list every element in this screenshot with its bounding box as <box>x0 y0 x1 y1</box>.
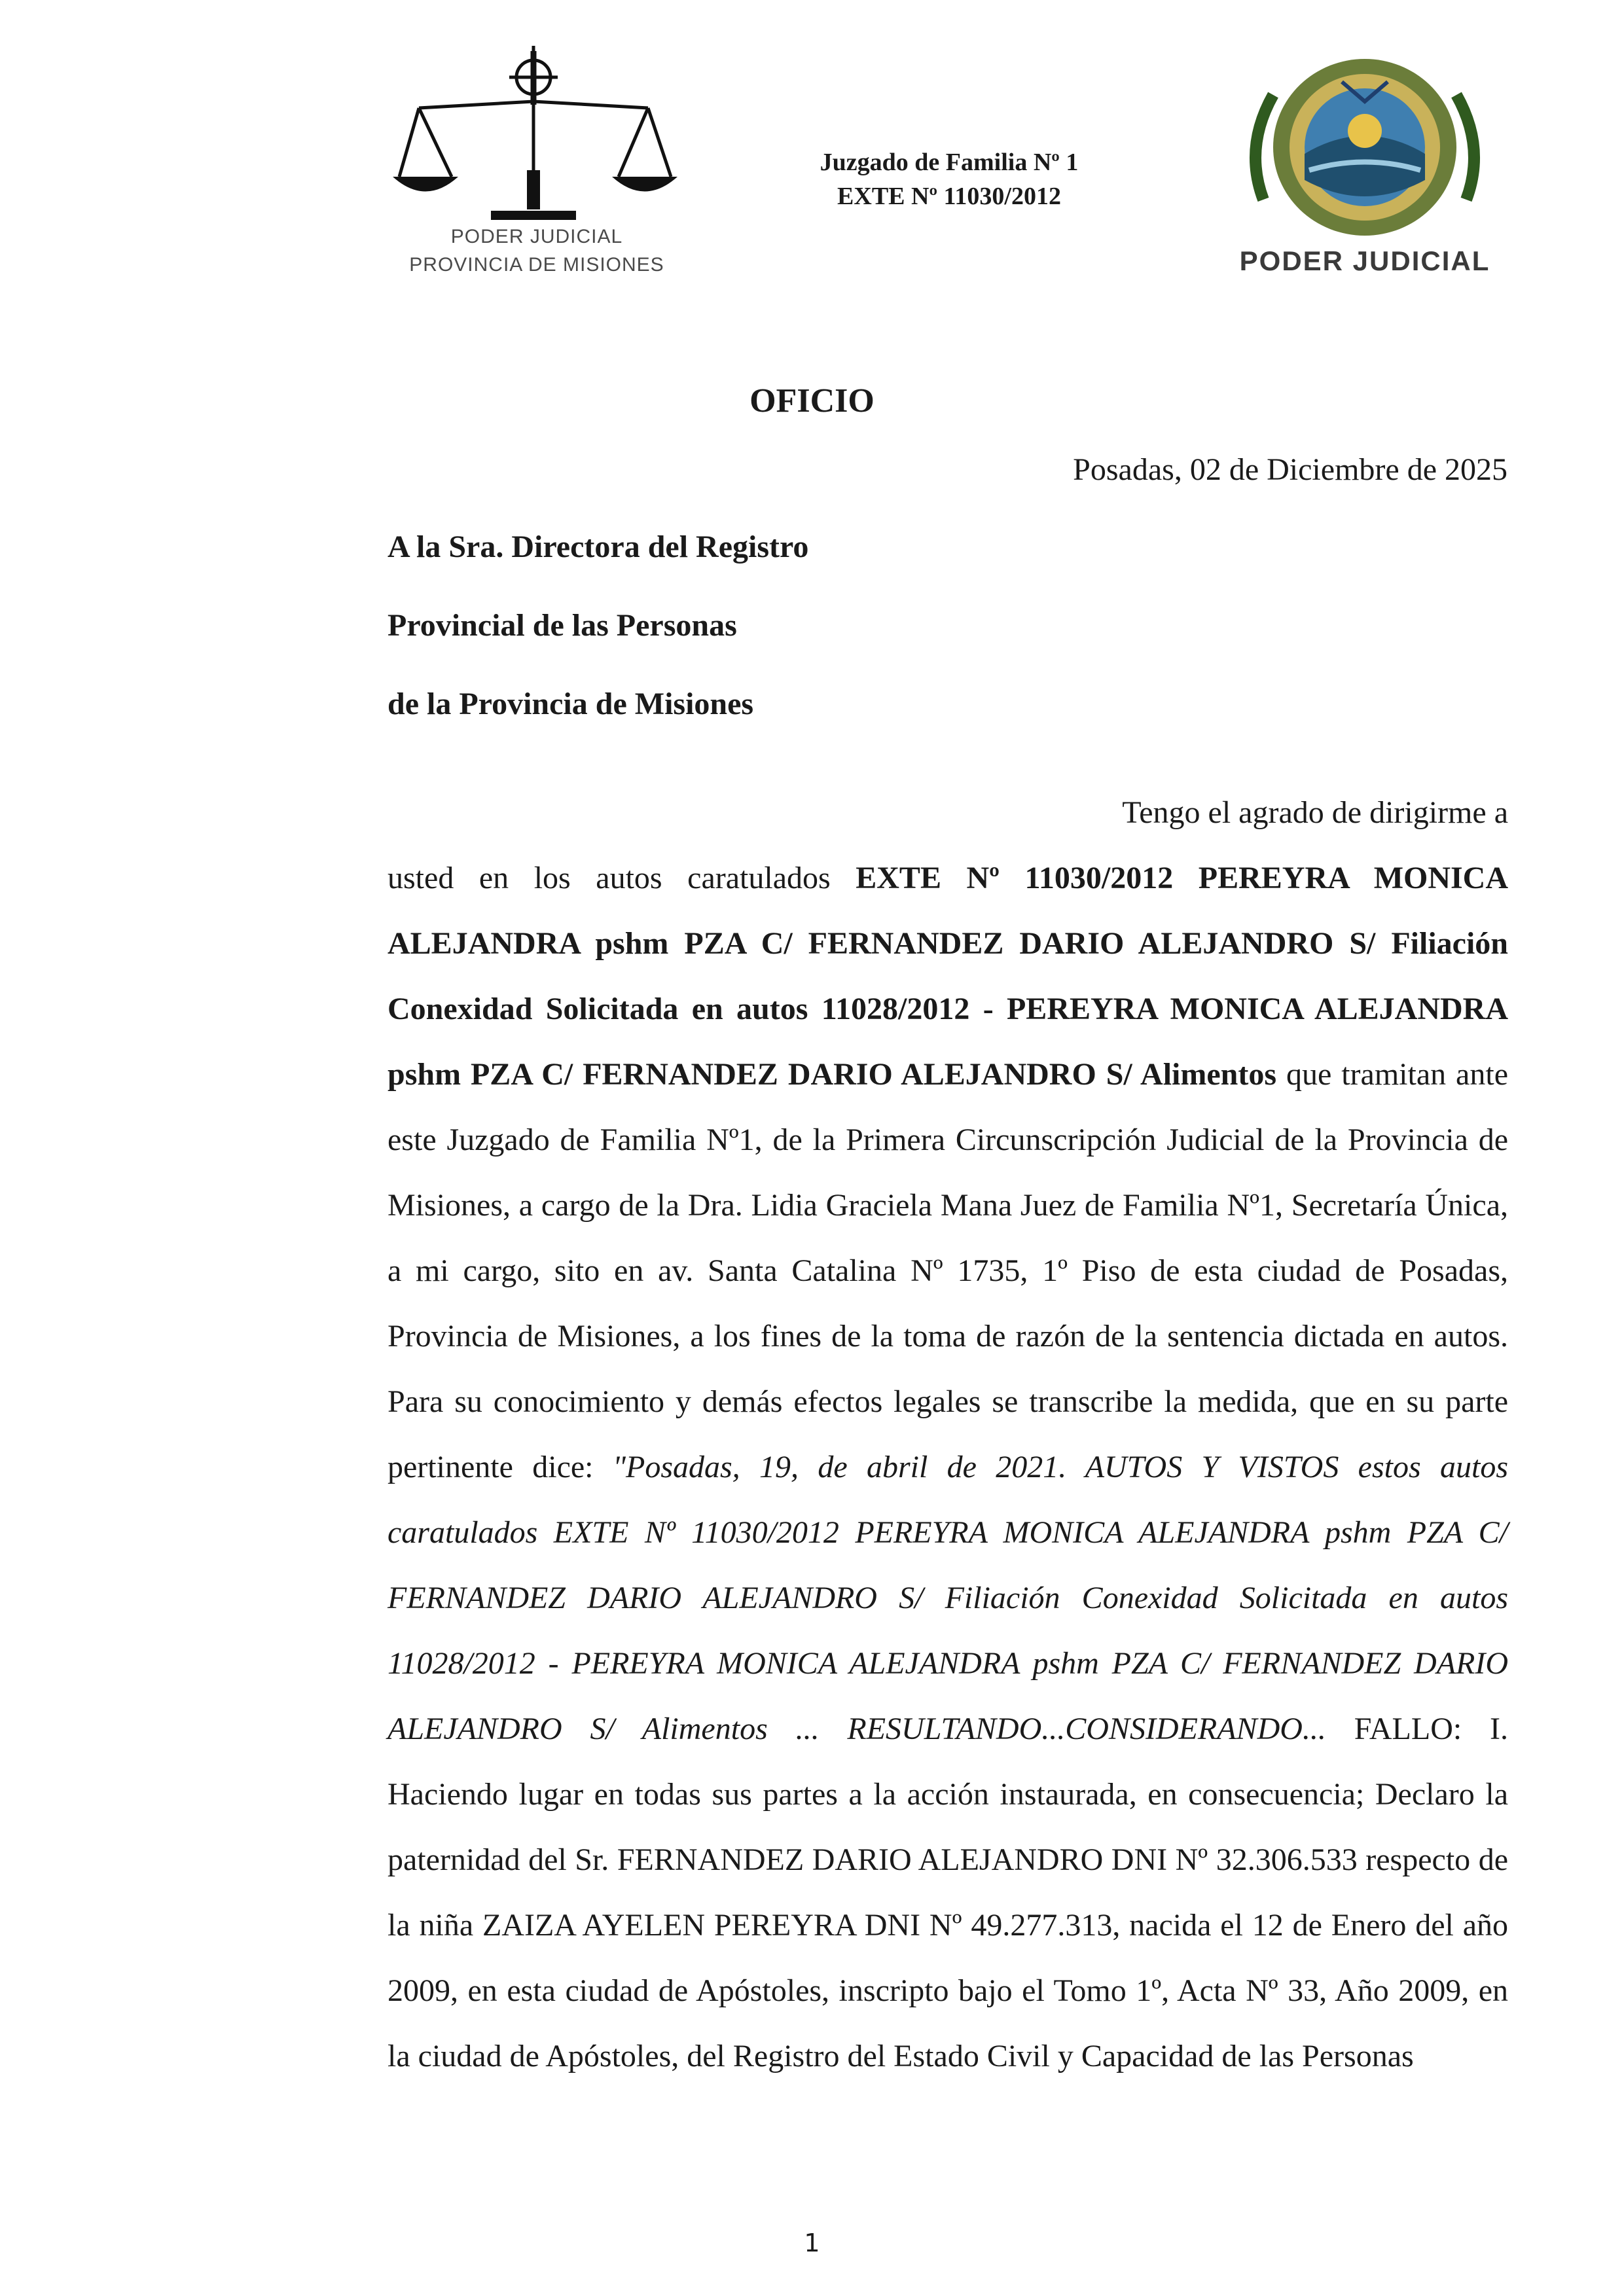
document-date: Posadas, 02 de Diciembre de 2025 <box>1073 452 1507 487</box>
document-title: OFICIO <box>749 382 875 420</box>
left-logo-line2: PROVINCIA DE MISIONES <box>409 254 664 276</box>
addressee-line-1: A la Sra. Directora del Registro <box>388 529 809 564</box>
provincial-seal-icon <box>1224 56 1506 242</box>
fallo-text: FALLO: I. Haciendo lugar en todas sus partes a la acción instaurada, en consecuencia; Declaro la paternidad del Sr. FERNANDEZ DARIO ALEJANDRO DNI Nº 32.306.533 respecto de la niña ZAIZA AYELEN PEREYRA DNI Nº 49.277.313, nacida el 12 de Enero del año 2009, en esta ciudad de Apóstoles, inscripto bajo el Tomo 1º, Acta Nº 33, Año 2009, en la ciudad de Apóstoles, del Registro del Estado Civil y Capacidad de las Personas <box>388 1712 1509 2073</box>
court-header <box>759 145 1139 213</box>
provincia-misiones-seal-logo <box>1224 56 1506 295</box>
poder-judicial-scales-logo <box>393 39 681 295</box>
court-name: Juzgado de Familia Nº 1 <box>820 149 1079 176</box>
addressee-line-2: Provincial de las Personas <box>388 608 737 643</box>
intro-text: usted en los autos caratulados <box>388 861 831 895</box>
page-number: 1 <box>804 2229 820 2257</box>
case-caption: EXTE Nº 11030/2012 PEREYRA MONICA ALEJANDRA pshm PZA C/ FERNANDEZ DARIO ALEJANDRO S/ Filiación Conexidad Solicitada en autos 11028/2012 - PEREYRA MONICA ALEJANDRA pshm PZA C/ FERNANDEZ DARIO ALEJANDRO S/ Alimentos <box>388 861 1509 1092</box>
body-text: que tramitan ante este Juzgado de Familia Nº1, de la Primera Circunscripción Judicial de la Provincia de Misiones, a cargo de la Dra. Lidia Graciela Mana Juez de Familia Nº1, Secretaría Única, a mi cargo, sito en av. Santa Catalina Nº 1735, 1º Piso de esta ciudad de Posadas, Provincia de Misiones, a los fines de la toma de razón de la sentencia dictada en autos. Para su conocimiento y demás efectos legales se transcribe la medida, que en su parte pertinente dice: <box>388 1057 1508 1484</box>
opening-line: Tengo el agrado de dirigirme a <box>1122 795 1508 830</box>
main-paragraph <box>388 846 1508 2089</box>
right-logo-caption: PODER JUDICIAL <box>1239 245 1490 276</box>
left-logo-line1: PODER JUDICIAL <box>450 226 623 247</box>
quoted-ruling: "Posadas, 19, de abril de 2021. AUTOS Y VISTOS estos autos caratulados EXTE Nº 11030/2012 PEREYRA MONICA ALEJANDRA pshm PZA C/ FERNANDEZ DARIO ALEJANDRO S/ Filiación Conexidad Solicitada en autos 11028/2012 - PEREYRA MONICA ALEJANDRA pshm PZA C/ FERNANDEZ DARIO ALEJANDRO S/ Alimentos ... RESULTANDO...CONSIDERANDO... <box>388 1450 1508 1746</box>
scales-of-justice-icon <box>393 39 681 229</box>
addressee-line-3: de la Provincia de Misiones <box>388 687 754 721</box>
case-number: EXTE Nº 11030/2012 <box>837 183 1061 210</box>
document-body <box>388 780 1508 2089</box>
